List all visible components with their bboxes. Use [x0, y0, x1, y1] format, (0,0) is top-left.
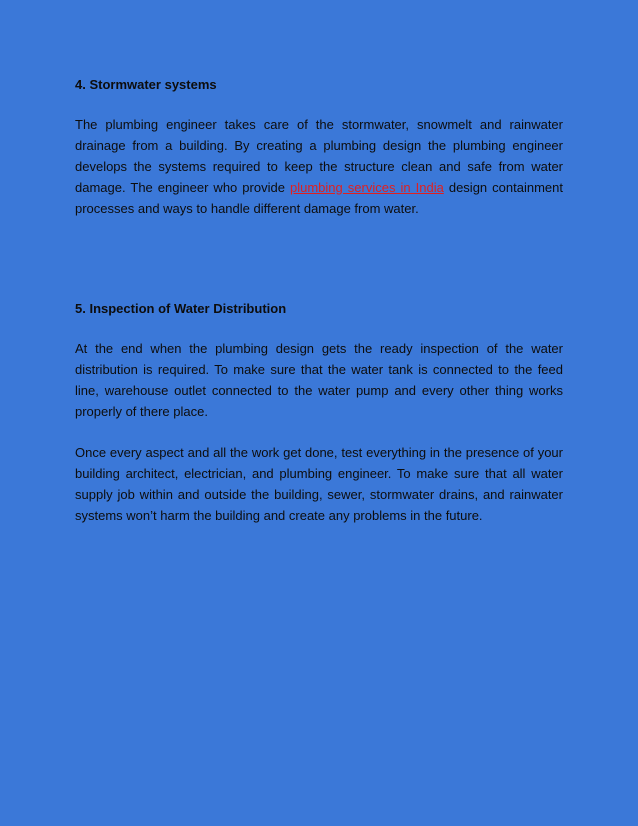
stormwater-text-before-link: The plumbing engineer takes care of the stormwater, snowmelt and rainwater drainage from a building. By creating a plumbing design the plumbing engineer develops the systems required to keep the structure clean and safe from water damage. The engineer who provide	[75, 117, 563, 195]
inspection-paragraph-2: Once every aspect and all the work get done, test everything in the presence of your building architect, electrician, and plumbing engineer. To make sure that all water supply job within and outside the building, sewer, stormwater drains, and rainwater systems won’t harm the building and create any problems in the future.	[75, 445, 563, 523]
stormwater-paragraph	[75, 114, 563, 219]
section-heading-inspection: 5. Inspection of Water Distribution	[75, 301, 287, 316]
plumbing-services-link[interactable]: plumbing services in India	[289, 180, 444, 195]
inspection-paragraph-1: At the end when the plumbing design gets the ready inspection of the water distribution is required. To make sure that the water tank is connected to the feed line, warehouse outlet connected to the water pump and every other thing works properly of there place.	[75, 341, 563, 419]
page-content	[75, 76, 563, 526]
stormwater-text-after-link: design containment processes and ways to handle different damage from water.	[75, 180, 563, 216]
section-heading-stormwater: 4. Stormwater systems	[75, 77, 217, 92]
